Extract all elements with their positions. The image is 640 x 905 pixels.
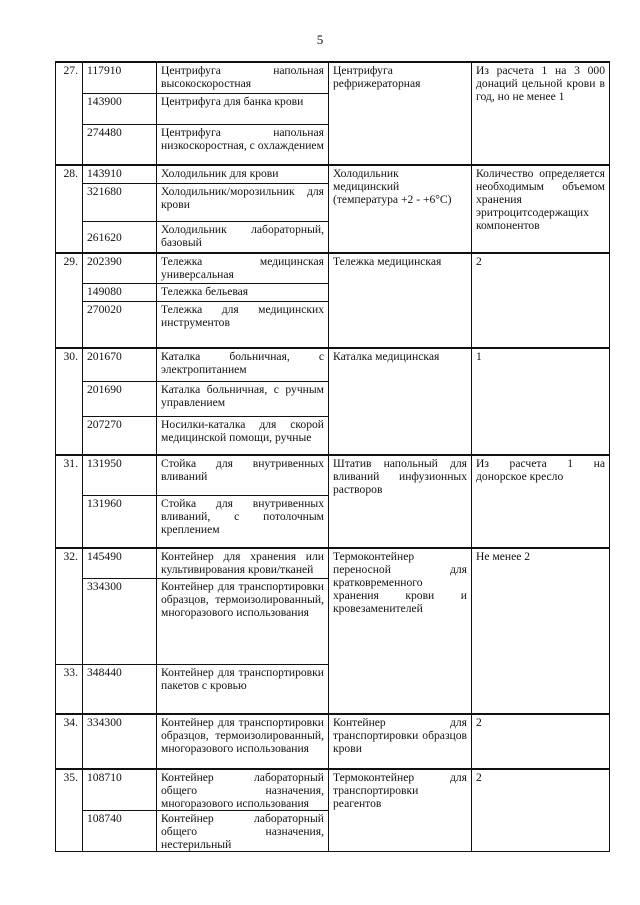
row-number: 27. (56, 62, 83, 165)
name-cell: Тележка бельевая (157, 283, 329, 301)
code-cell: 321680 (83, 183, 157, 221)
row-number: 35. (56, 769, 83, 852)
type-cell: Термоконтейнер переносной для кратковременного хранения крови и кровезаменителей (329, 548, 472, 714)
row-number: 31. (56, 455, 83, 548)
code-cell: 348440 (83, 664, 157, 714)
name-cell: Стойка для внутривенных вливаний (157, 455, 329, 495)
name-cell: Центрифуга напольная высокоскоростная (157, 62, 329, 93)
row-number: 32. (56, 548, 83, 664)
type-cell: Центрифуга рефрижераторная (329, 62, 472, 165)
table-row (56, 165, 610, 183)
row-number: 34. (56, 714, 83, 769)
code-cell: 143900 (83, 93, 157, 124)
table-row (56, 769, 610, 811)
name-cell: Контейнер для хранения или культивирования крови/тканей (157, 548, 329, 578)
name-cell: Тележка для медицинских инструментов (157, 301, 329, 348)
name-cell: Центрифуга для банка крови (157, 93, 329, 124)
row-number: 29. (56, 253, 83, 348)
code-cell: 274480 (83, 124, 157, 165)
code-cell: 149080 (83, 283, 157, 301)
code-cell: 201670 (83, 348, 157, 381)
code-cell: 261620 (83, 221, 157, 253)
code-cell: 131950 (83, 455, 157, 495)
name-cell: Холодильник для крови (157, 165, 329, 183)
code-cell: 202390 (83, 253, 157, 283)
code-cell: 108740 (83, 811, 157, 852)
type-cell: Термоконтейнер для транспортировки реагентов (329, 769, 472, 852)
code-cell: 201690 (83, 381, 157, 416)
name-cell: Контейнер для транспортировки пакетов с кровью (157, 664, 329, 714)
code-cell: 270020 (83, 301, 157, 348)
type-cell: Тележка медицинская (329, 253, 472, 348)
equipment-table (55, 61, 610, 852)
code-cell: 334300 (83, 578, 157, 664)
table-row (56, 548, 610, 578)
code-cell: 334300 (83, 714, 157, 769)
quantity-cell: Количество определяется необходимым объемом хранения эритроцитсодержащих компонентов (472, 165, 610, 253)
name-cell: Холодильник/морозильник для крови (157, 183, 329, 221)
code-cell: 108710 (83, 769, 157, 811)
quantity-cell: 2 (472, 769, 610, 852)
name-cell: Контейнер лабораторный общего назначения, многоразового использования (157, 769, 329, 811)
quantity-cell: Не менее 2 (472, 548, 610, 714)
name-cell: Центрифуга напольная низкоскоростная, с охлаждением (157, 124, 329, 165)
table-row (56, 62, 610, 93)
row-number: 33. (56, 664, 83, 714)
table-row (56, 455, 610, 495)
name-cell: Контейнер лабораторный общего назначения, нестерильный (157, 811, 329, 852)
row-number: 30. (56, 348, 83, 455)
page-number: 5 (316, 32, 324, 47)
code-cell: 143910 (83, 165, 157, 183)
quantity-cell: 1 (472, 348, 610, 455)
type-cell: Каталка медицинская (329, 348, 472, 455)
quantity-cell: 2 (472, 714, 610, 769)
code-cell: 131960 (83, 495, 157, 548)
name-cell: Каталка больничная, с электропитанием (157, 348, 329, 381)
quantity-cell: 2 (472, 253, 610, 348)
quantity-cell: Из расчета 1 на 3 000 донаций цельной крови в год, но не менее 1 (472, 62, 610, 165)
code-cell: 145490 (83, 548, 157, 578)
name-cell: Каталка больничная, с ручным управлением (157, 381, 329, 416)
code-cell: 207270 (83, 416, 157, 455)
name-cell: Носилки-каталка для скорой медицинской помощи, ручные (157, 416, 329, 455)
quantity-cell: Из расчета 1 на донорское кресло (472, 455, 610, 548)
name-cell: Контейнер для транспортировки образцов, термоизолированный, многоразового использования (157, 578, 329, 664)
type-cell: Контейнер для транспортировки образцов крови (329, 714, 472, 769)
name-cell: Стойка для внутривенных вливаний, с потолочным креплением (157, 495, 329, 548)
row-number: 28. (56, 165, 83, 253)
name-cell: Тележка медицинская универсальная (157, 253, 329, 283)
type-cell: Штатив напольный для вливаний инфузионных растворов (329, 455, 472, 548)
name-cell: Контейнер для транспортировки образцов, термоизолированный, многоразового использования (157, 714, 329, 769)
table-row (56, 714, 610, 769)
name-cell: Холодильник лабораторный, базовый (157, 221, 329, 253)
type-cell: Холодильник медицинский (температура +2 - +6°С) (329, 165, 472, 253)
code-cell: 117910 (83, 62, 157, 93)
table-row (56, 348, 610, 381)
table-row (56, 253, 610, 283)
